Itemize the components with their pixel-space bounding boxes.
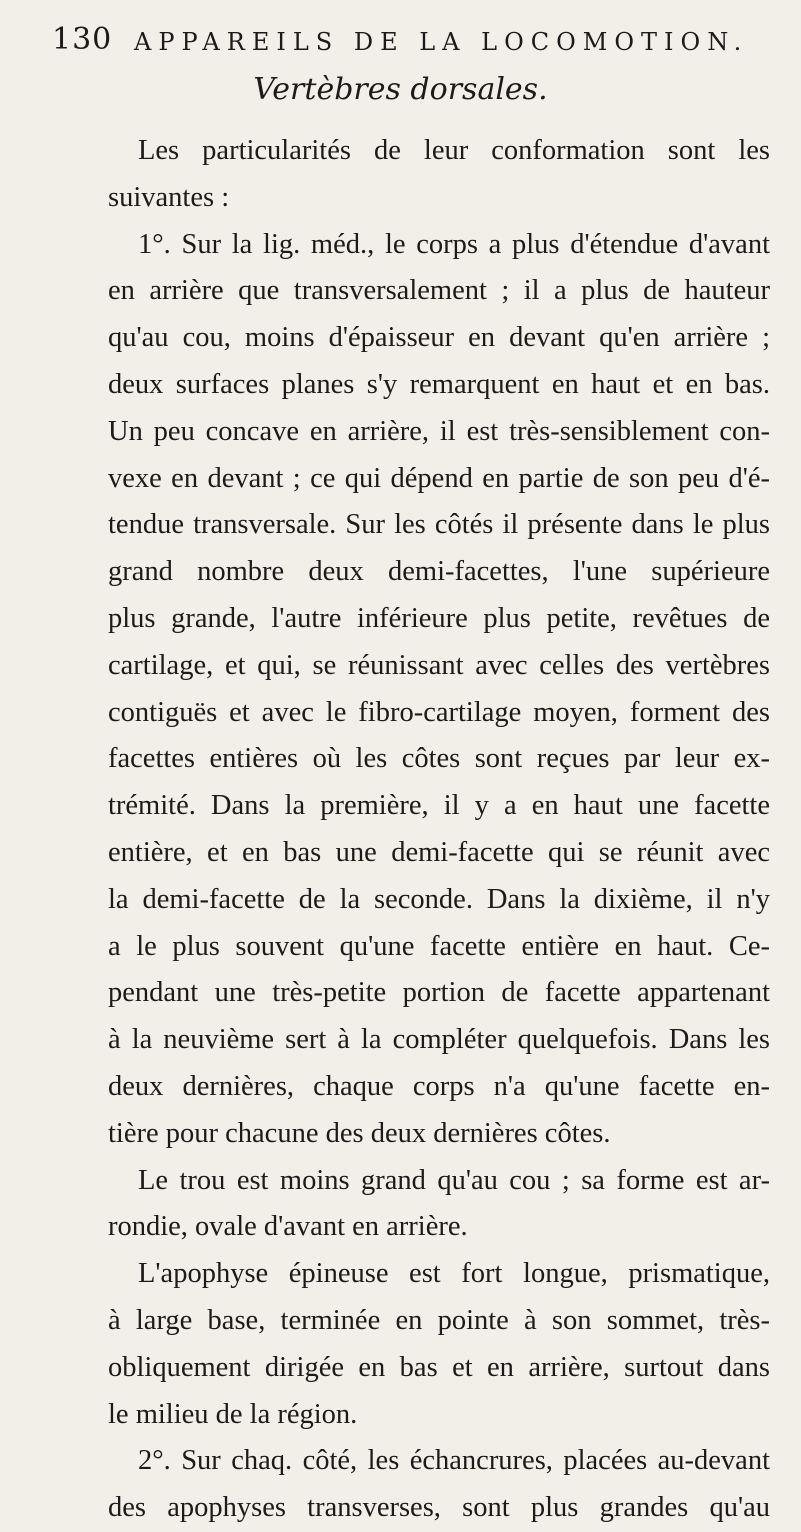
text-line: facettes entières où les côtes sont reçues par leur ex- bbox=[108, 743, 770, 775]
text-line: des apophyses transverses, sont plus grandes qu'au bbox=[108, 1492, 770, 1524]
text-line: à la neuvième sert à la compléter quelquefois. Dans les bbox=[108, 1024, 770, 1056]
text-line: obliquement dirigée en bas et en arrière, surtout dans bbox=[108, 1351, 770, 1383]
text-line: a le plus souvent qu'une facette entière en haut. Ce- bbox=[108, 930, 770, 962]
text-line: vexe en devant ; ce qui dépend en partie de son peu d'é- bbox=[108, 462, 770, 494]
text-line: contiguës et avec le fibro-cartilage moyen, forment des bbox=[108, 696, 770, 728]
text-line: L'apophyse épineuse est fort longue, prismatique, bbox=[138, 1258, 770, 1290]
text-line: suivantes : bbox=[108, 181, 230, 213]
text-line: plus grande, l'autre inférieure plus petite, revêtues de bbox=[108, 602, 770, 634]
section-title: Vertèbres dorsales. bbox=[253, 72, 548, 107]
text-line: qu'au cou, moins d'épaisseur en devant qu'en arrière ; bbox=[108, 322, 770, 354]
text-line: trémité. Dans la première, il y a en haut une facette bbox=[108, 790, 770, 822]
text-line: le milieu de la région. bbox=[108, 1398, 358, 1430]
page-number: 130 bbox=[52, 22, 113, 57]
text-line: 2°. Sur chaq. côté, les échancrures, placées au-devant bbox=[138, 1445, 770, 1477]
text-line: pendant une très-petite portion de facette appartenant bbox=[108, 977, 770, 1009]
text-line: la demi-facette de la seconde. Dans la dixième, il n'y bbox=[108, 883, 770, 915]
text-line: cartilage, et qui, se réunissant avec celles des vertèbres bbox=[108, 649, 770, 681]
text-line: à large base, terminée en pointe à son sommet, très- bbox=[108, 1304, 770, 1336]
page-header bbox=[52, 18, 752, 66]
text-line: Un peu concave en arrière, il est très-sensiblement con- bbox=[108, 415, 770, 447]
text-line: en arrière que transversalement ; il a plus de hauteur bbox=[108, 275, 770, 307]
text-line: Le trou est moins grand qu'au cou ; sa forme est ar- bbox=[138, 1164, 770, 1196]
text-line: 1°. Sur la lig. méd., le corps a plus d'étendue d'avant bbox=[138, 228, 770, 260]
text-line: tendue transversale. Sur les côtés il présente dans le plus bbox=[108, 509, 770, 541]
text-line: tière pour chacune des deux dernières côtes. bbox=[108, 1117, 611, 1149]
text-line: grand nombre deux demi-facettes, l'une supérieure bbox=[108, 556, 770, 588]
body-text bbox=[108, 128, 770, 1532]
text-line: entière, et en bas une demi-facette qui se réunit avec bbox=[108, 836, 770, 868]
text-line: Les particularités de leur conformation sont les bbox=[138, 135, 770, 166]
text-line: deux dernières, chaque corps n'a qu'une facette en- bbox=[108, 1070, 770, 1102]
running-head: APPAREILS DE LA LOCOMOTION. bbox=[134, 28, 749, 56]
text-line: deux surfaces planes s'y remarquent en haut et en bas. bbox=[108, 368, 770, 400]
text-line: rondie, ovale d'avant en arrière. bbox=[108, 1211, 468, 1243]
